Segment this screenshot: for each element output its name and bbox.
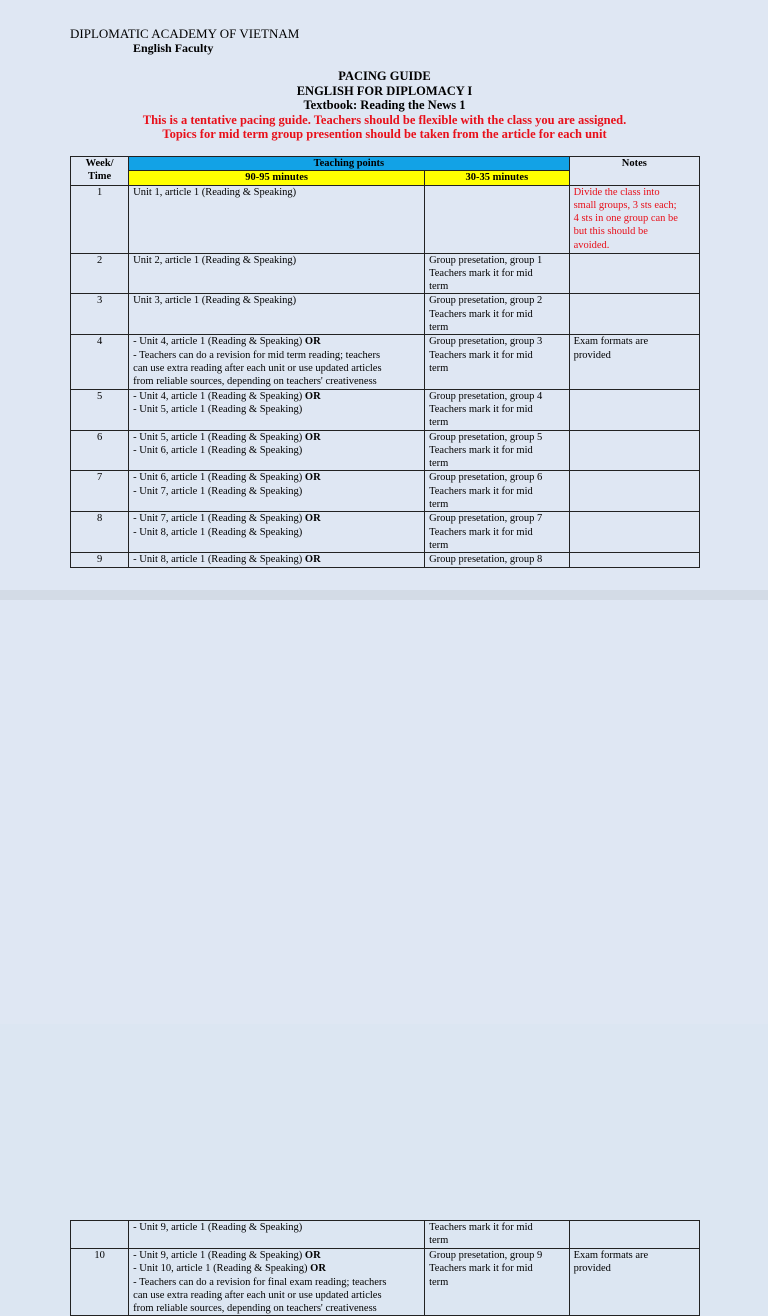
teaching-cell: [129, 430, 425, 471]
notes-cell: [569, 294, 699, 335]
notes-cell: [569, 430, 699, 471]
notes-cell: [569, 389, 699, 430]
note-line: provided: [573, 349, 611, 361]
teaching-line: [133, 375, 420, 388]
midterm-line: Teachers mark it for mid: [429, 308, 533, 320]
teaching-text: - Unit 4, article 1 (Reading & Speaking): [133, 336, 303, 348]
teaching-cell: [129, 185, 425, 253]
pacing-table-continued: [70, 1220, 700, 1316]
teaching-line: [133, 349, 420, 362]
teaching-line: [133, 485, 420, 498]
teaching-line: [133, 512, 420, 525]
note-line: Exam formats are: [573, 1250, 649, 1261]
midterm-line: Group presetation, group 4: [429, 390, 543, 402]
table-row: [71, 335, 700, 389]
week-cell: 7: [71, 471, 129, 512]
teaching-text: - Unit 7, article 1 (Reading & Speaking): [133, 513, 303, 525]
midterm-line: Group presetation, group 1: [429, 254, 543, 266]
teaching-text: Unit 2, article 1 (Reading & Speaking): [133, 254, 297, 266]
teaching-line: [133, 1302, 420, 1315]
table-header-row: [71, 157, 700, 171]
teaching-text: - Unit 8, article 1 (Reading & Speaking): [133, 554, 303, 566]
note-line: Divide the class into: [573, 186, 660, 198]
week-cell: 4: [71, 335, 129, 389]
institution-name: DIPLOMATIC ACADEMY OF VIETNAM: [70, 26, 300, 41]
teaching-text: Unit 1, article 1 (Reading & Speaking): [133, 186, 297, 198]
table-row: [71, 553, 700, 567]
document-page-1: [0, 0, 768, 590]
teaching-text: - Unit 7, article 1 (Reading & Speaking): [133, 485, 303, 497]
table-row: [71, 185, 700, 253]
week-cell: [71, 1221, 129, 1249]
midterm-line: Teachers mark it for mid: [429, 444, 533, 456]
subheader-30-35: 30-35 minutes: [425, 171, 569, 185]
teaching-line: [133, 1276, 420, 1289]
midterm-line: Group presetation, group 7: [429, 513, 543, 525]
teaching-points-header: Teaching points: [129, 157, 569, 171]
teaching-cell: [129, 253, 425, 294]
notes-cell: [569, 512, 699, 553]
midterm-line: Teachers mark it for mid: [429, 1222, 533, 1233]
week-cell: 8: [71, 512, 129, 553]
midterm-line: term: [429, 499, 449, 511]
teaching-cell: [129, 512, 425, 553]
week-cell: 6: [71, 430, 129, 471]
midterm-line: term: [429, 362, 449, 374]
notes-cell: [569, 1249, 699, 1316]
midterm-cell: [425, 553, 569, 567]
teaching-line: [133, 254, 420, 267]
midterm-line: Group presetation, group 8: [429, 554, 543, 566]
week-header-line1: Week/: [85, 158, 114, 169]
midterm-line: Group presetation, group 3: [429, 336, 543, 348]
week-cell: 10: [71, 1249, 129, 1316]
table-row: [71, 1221, 700, 1249]
note-line: provided: [573, 1263, 611, 1275]
teaching-text: - Unit 6, article 1 (Reading & Speaking): [133, 472, 303, 484]
document-page-2: [0, 600, 768, 1315]
teaching-line: [133, 1221, 420, 1234]
midterm-cell: [425, 335, 569, 389]
midterm-line: term: [429, 458, 449, 470]
or-keyword: OR: [304, 431, 321, 443]
notice-line-2: Topics for mid term group presention should be taken from the article for each unit: [162, 127, 607, 141]
midterm-line: Teachers mark it for mid: [429, 485, 533, 497]
table-row: [71, 389, 700, 430]
teaching-line: [133, 553, 420, 566]
or-keyword: OR: [304, 1250, 321, 1261]
teaching-line: [133, 1289, 420, 1302]
midterm-line: term: [429, 417, 449, 429]
teaching-text: - Unit 10, article 1 (Reading & Speaking): [133, 1263, 308, 1275]
midterm-line: Group presetation, group 9: [429, 1250, 543, 1261]
week-cell: 1: [71, 185, 129, 253]
subheader-90-95: 90-95 minutes: [129, 171, 425, 185]
notes-cell: [569, 553, 699, 567]
midterm-line: term: [429, 322, 449, 334]
teaching-line: [133, 526, 420, 539]
notes-cell: [569, 185, 699, 253]
teaching-line: [133, 1249, 420, 1262]
teaching-text: - Unit 9, article 1 (Reading & Speaking): [133, 1250, 303, 1261]
teaching-line: [133, 431, 420, 444]
teaching-text: Unit 3, article 1 (Reading & Speaking): [133, 295, 297, 307]
notes-header: Notes: [569, 157, 699, 186]
or-keyword: OR: [310, 1263, 326, 1275]
teaching-text: - Unit 5, article 1 (Reading & Speaking): [133, 431, 303, 443]
faculty-name: English Faculty: [133, 41, 214, 55]
or-keyword: OR: [304, 336, 321, 348]
note-line: 4 sts in one group can be: [573, 213, 678, 225]
midterm-line: term: [429, 1235, 449, 1247]
teaching-line: [133, 362, 420, 375]
teaching-text: - Teachers can do a revision for mid term reading; teachers: [133, 349, 381, 361]
notes-cell: [569, 253, 699, 294]
midterm-cell: [425, 185, 569, 253]
page-gap: [0, 590, 768, 600]
title-block: [70, 69, 699, 142]
teaching-cell: [129, 389, 425, 430]
note-line: small groups, 3 sts each;: [573, 199, 677, 211]
table-row: [71, 294, 700, 335]
teaching-line: [133, 1262, 420, 1275]
table-row: [71, 253, 700, 294]
notes-cell: [569, 471, 699, 512]
table-row: [71, 512, 700, 553]
teaching-line: [133, 390, 420, 403]
teaching-cell: [129, 335, 425, 389]
teaching-line: [133, 186, 420, 199]
notes-cell: [569, 335, 699, 389]
or-keyword: OR: [304, 390, 321, 402]
teaching-text: can use extra reading after each unit or use updated articles: [133, 362, 382, 374]
midterm-line: Teachers mark it for mid: [429, 403, 533, 415]
midterm-cell: [425, 430, 569, 471]
teaching-text: - Unit 8, article 1 (Reading & Speaking): [133, 526, 303, 538]
note-line: avoided.: [573, 239, 610, 251]
teaching-text: - Unit 9, article 1 (Reading & Speaking): [133, 1222, 303, 1233]
teaching-line: [133, 444, 420, 457]
table-row: [71, 471, 700, 512]
note-line: but this should be: [573, 226, 648, 238]
week-header: [71, 157, 129, 186]
textbook-line: Textbook: Reading the News 1: [303, 98, 466, 112]
or-keyword: OR: [304, 472, 321, 484]
midterm-line: term: [429, 281, 449, 293]
week-header-line2: Time: [88, 171, 112, 183]
teaching-cell: [129, 1221, 425, 1249]
midterm-line: term: [429, 539, 449, 551]
midterm-line: Teachers mark it for mid: [429, 349, 533, 361]
midterm-line: Teachers mark it for mid: [429, 1263, 533, 1275]
midterm-cell: [425, 389, 569, 430]
note-line: Exam formats are: [573, 336, 649, 348]
week-cell: 5: [71, 389, 129, 430]
midterm-cell: [425, 253, 569, 294]
teaching-text: - Unit 6, article 1 (Reading & Speaking): [133, 444, 303, 456]
table-row: [71, 1249, 700, 1316]
midterm-cell: [425, 512, 569, 553]
teaching-text: - Unit 5, article 1 (Reading & Speaking): [133, 403, 303, 415]
week-cell: 2: [71, 253, 129, 294]
week-cell: 9: [71, 553, 129, 567]
or-keyword: OR: [304, 513, 321, 525]
pacing-table: [70, 156, 700, 568]
teaching-line: [133, 294, 420, 307]
midterm-line: Group presetation, group 2: [429, 295, 543, 307]
teaching-line: [133, 471, 420, 484]
teaching-line: [133, 335, 420, 348]
teaching-text: - Unit 4, article 1 (Reading & Speaking): [133, 390, 303, 402]
teaching-text: can use extra reading after each unit or use updated articles: [133, 1289, 382, 1301]
teaching-cell: [129, 1249, 425, 1316]
midterm-line: term: [429, 1276, 449, 1288]
table-row: [71, 430, 700, 471]
midterm-line: Teachers mark it for mid: [429, 526, 533, 538]
midterm-line: Group presetation, group 5: [429, 431, 543, 443]
teaching-cell: [129, 294, 425, 335]
midterm-cell: [425, 1249, 569, 1316]
teaching-cell: [129, 471, 425, 512]
teaching-line: [133, 403, 420, 416]
midterm-cell: [425, 471, 569, 512]
teaching-text: from reliable sources, depending on teachers' creativeness: [133, 1303, 377, 1315]
week-cell: 3: [71, 294, 129, 335]
midterm-cell: [425, 294, 569, 335]
teaching-text: from reliable sources, depending on teachers' creativeness: [133, 376, 377, 388]
teaching-cell: [129, 553, 425, 567]
midterm-line: Teachers mark it for mid: [429, 267, 533, 279]
notice-line-1: This is a tentative pacing guide. Teachers should be flexible with the class you are assigned.: [142, 112, 627, 127]
midterm-cell: [425, 1221, 569, 1249]
course-title: ENGLISH FOR DIPLOMACY I: [296, 83, 473, 98]
midterm-line: Group presetation, group 6: [429, 472, 543, 484]
teaching-text: - Teachers can do a revision for final exam reading; teachers: [133, 1276, 387, 1288]
document-title: PACING GUIDE: [338, 69, 431, 83]
notes-cell: [569, 1221, 699, 1249]
or-keyword: OR: [304, 554, 321, 566]
